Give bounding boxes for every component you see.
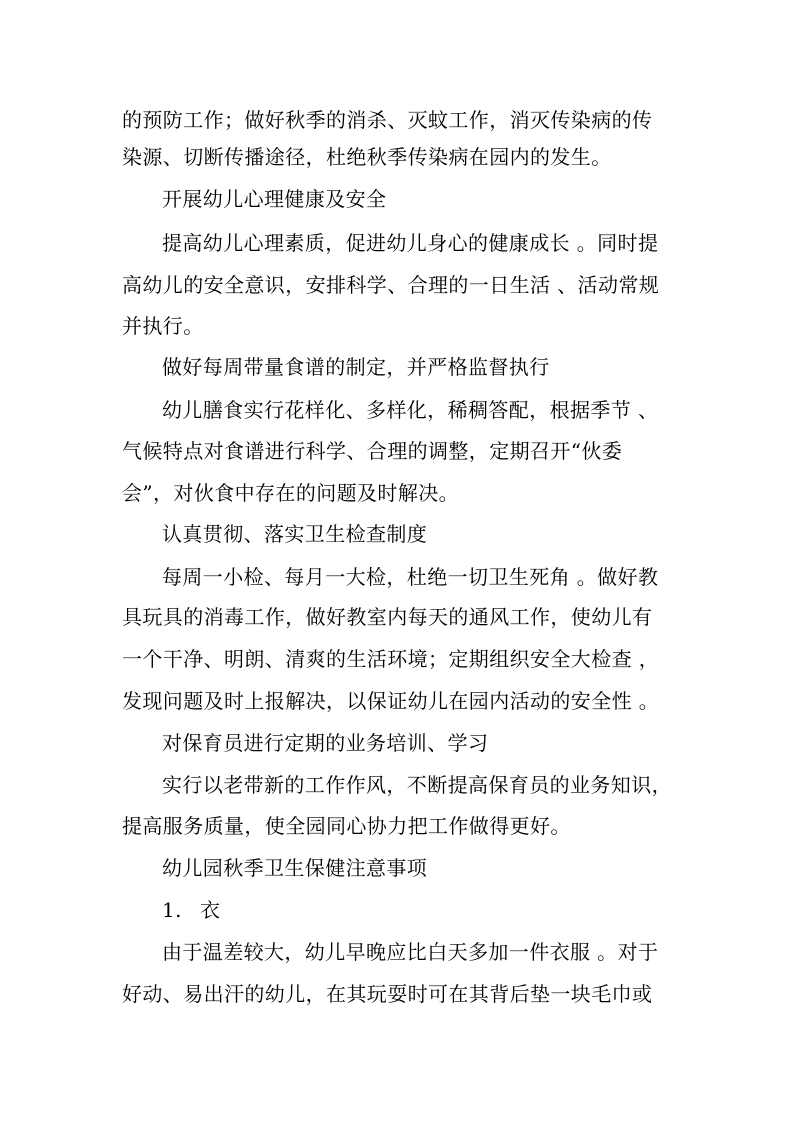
body-line: 实行以老带新的工作作风，不断提高保育员的业务知识，	[162, 773, 672, 797]
list-number: 1.	[162, 898, 182, 922]
section-heading: 幼儿园秋季卫生保健注意事项	[162, 856, 428, 880]
body-line: 染源、切断传播途径，杜绝秋季传染病在园内的发生。	[122, 145, 612, 169]
body-line: 每周一小检、每月一大检，杜绝一切卫生死角 。做好教	[162, 565, 659, 589]
body-line: 发现问题及时上报解决，以保证幼儿在园内活动的安全性 。	[122, 689, 660, 713]
section-heading: 认真贯彻、落实卫生检查制度	[162, 522, 428, 546]
body-line: 的预防工作；做好秋季的消杀、灭蚊工作，消灭传染病的传	[122, 108, 653, 132]
body-line: 一个干净、明朗、清爽的生活环境；定期组织安全大检查 ，	[122, 647, 660, 671]
body-line: 好动、易出汗的幼儿，在其玩耍时可在其背后垫一块毛巾或	[122, 982, 653, 1006]
section-heading: 做好每周带量食谱的制定，并严格监督执行	[162, 355, 550, 379]
body-line: 具玩具的消毒工作，做好教室内每天的通风工作，使幼儿有	[122, 605, 653, 629]
body-line: 由于温差较大，幼儿早晚应比白天多加一件衣服 。对于	[162, 940, 659, 964]
body-line: 会”，对伙食中存在的问题及时解决。	[122, 481, 460, 505]
body-line: 气候特点对食谱进行科学、合理的调整，定期召开“伙委	[122, 439, 623, 463]
section-heading: 对保育员进行定期的业务培训、学习	[162, 731, 489, 755]
body-line: 提高幼儿心理素质，促进幼儿身心的健康成长 。同时提	[162, 231, 659, 255]
body-line: 并执行。	[122, 314, 204, 338]
list-label: 衣	[200, 898, 221, 922]
section-heading: 开展幼儿心理健康及安全	[162, 187, 387, 211]
body-line: 幼儿膳食实行花样化、多样化，稀稠答配，根据季节 、	[162, 398, 659, 422]
body-line: 提高服务质量，使全园同心协力把工作做得更好。	[122, 814, 571, 838]
body-line: 高幼儿的安全意识，安排科学、合理的一日生活 、活动常规	[122, 273, 660, 297]
numbered-list-item	[162, 898, 722, 922]
